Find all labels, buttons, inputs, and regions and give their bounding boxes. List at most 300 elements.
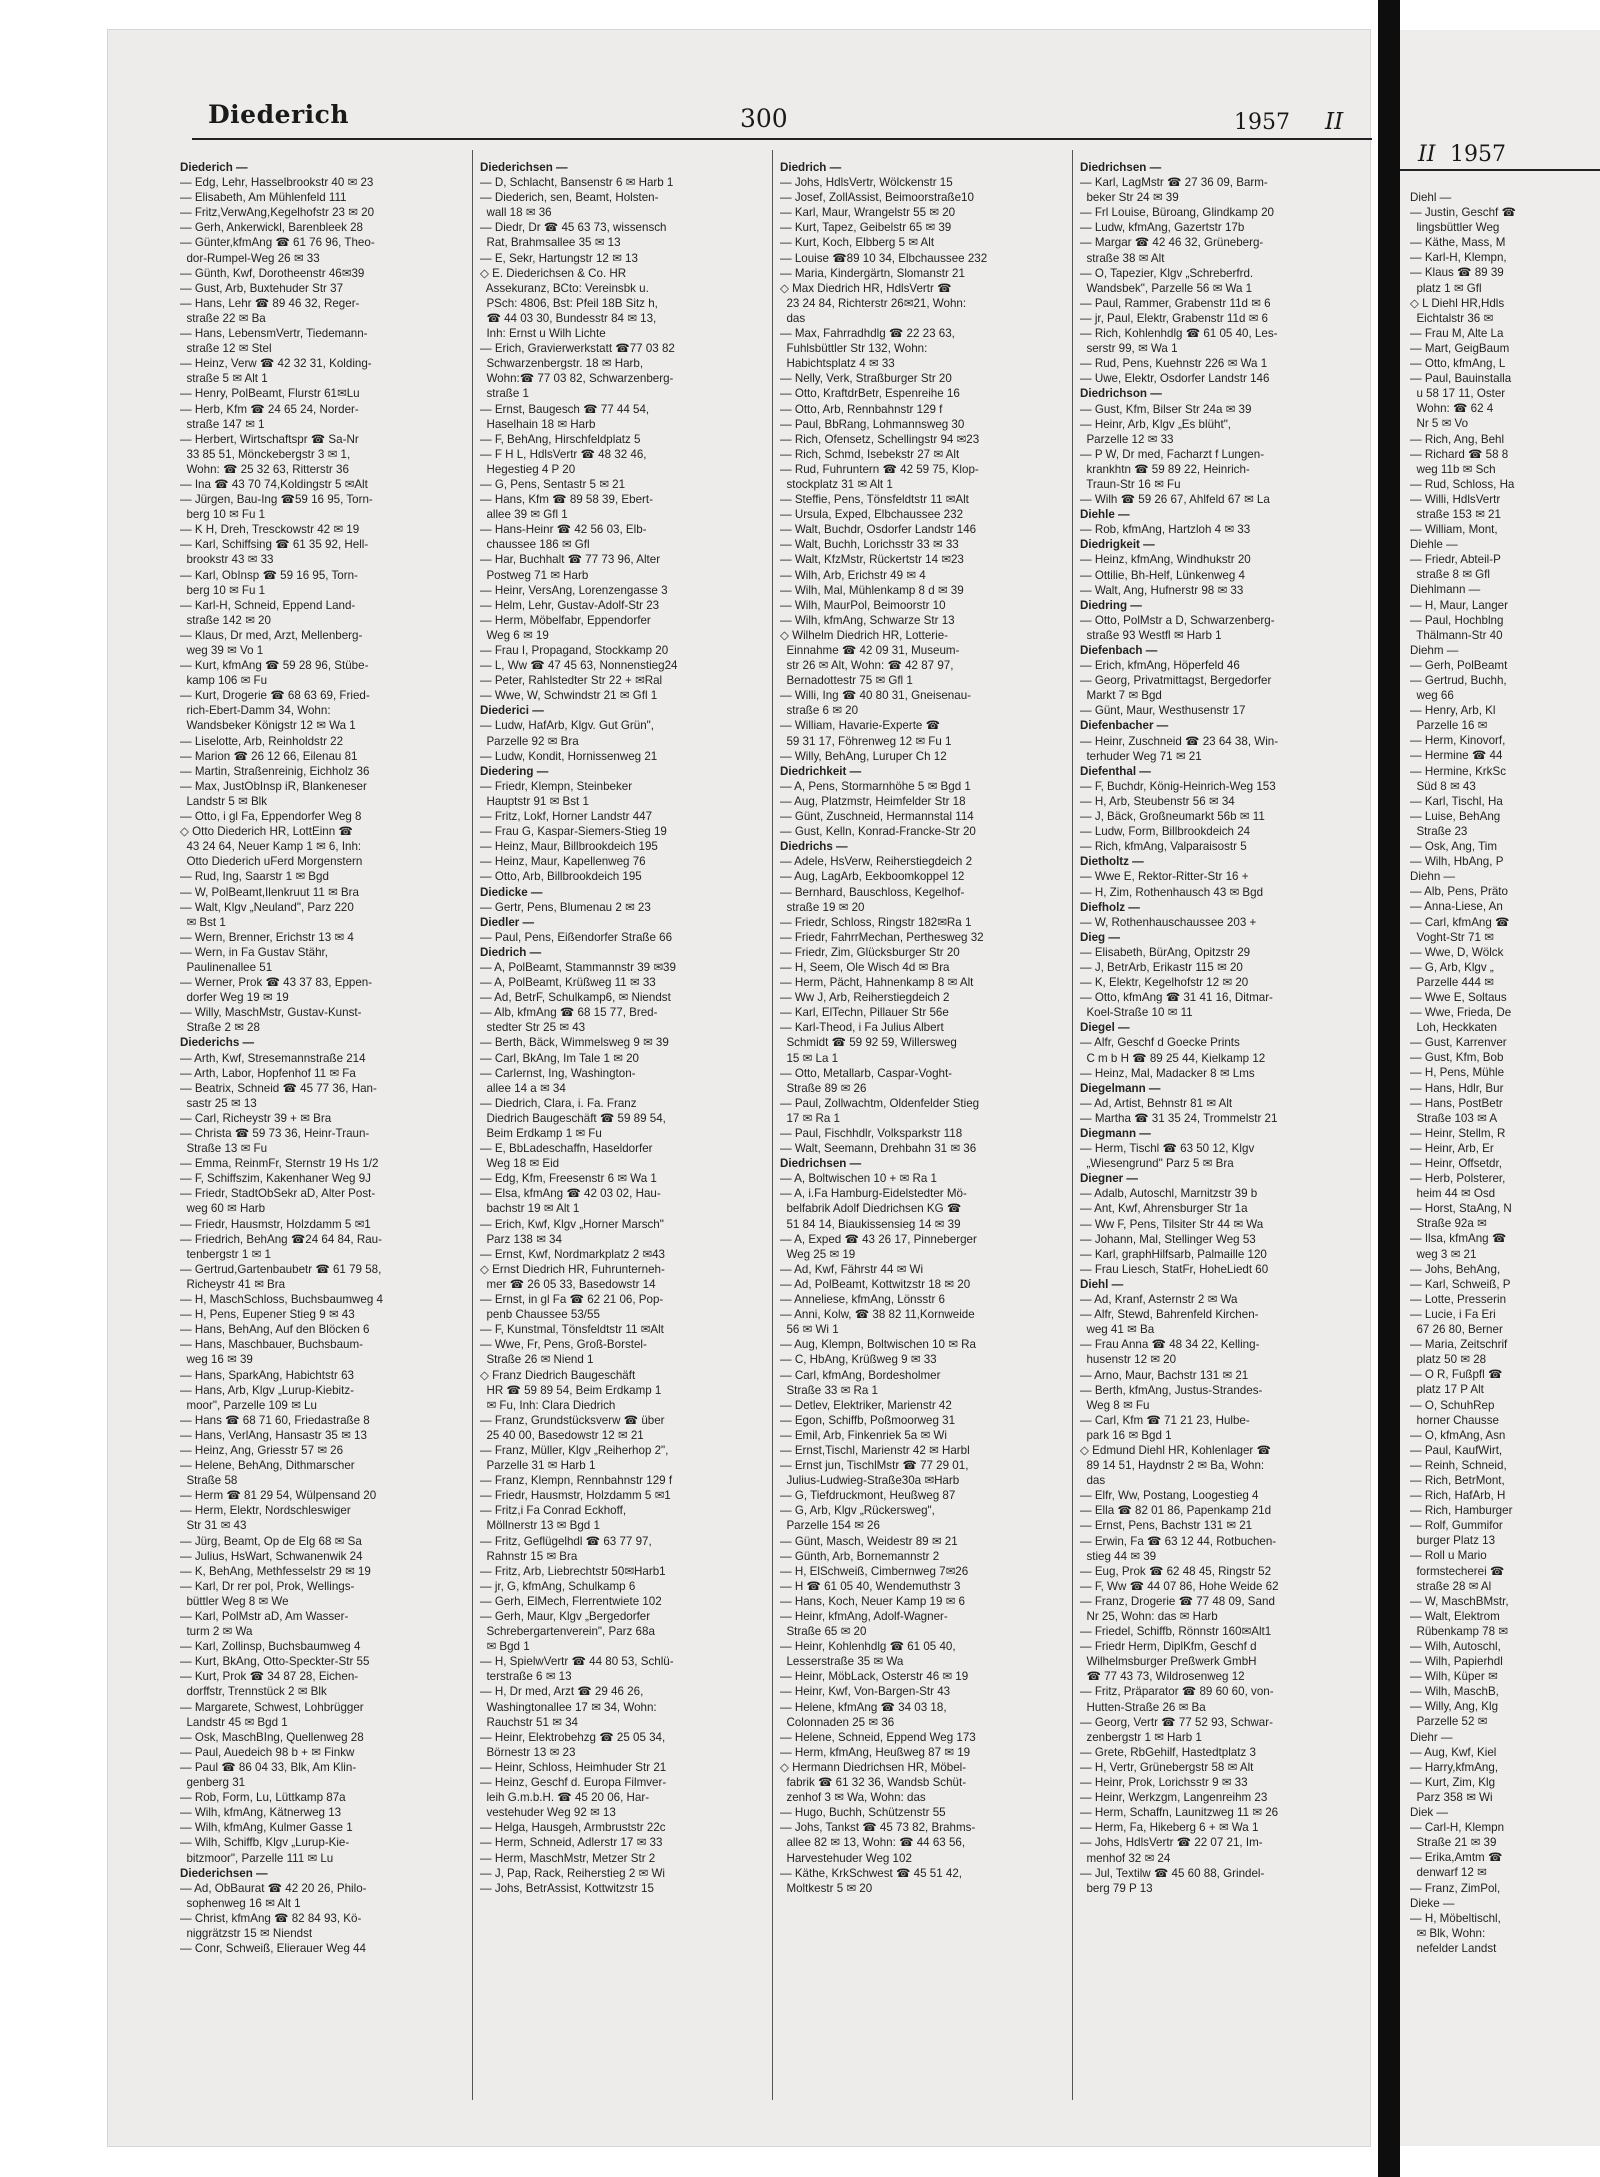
- firm-entry-line: ◇ Hermann Diedrichsen HR, Möbel-: [780, 1760, 967, 1774]
- directory-entry-line: — J, BetrArb, Erikastr 115 ✉ 20: [1080, 960, 1243, 974]
- running-head-year: 1957: [1234, 110, 1290, 135]
- running-head-section: II: [1325, 109, 1344, 135]
- firm-entry-line: ◇ L Diehl HR,Hdls: [1410, 296, 1505, 310]
- surname-heading: Diedler —: [480, 915, 535, 929]
- directory-entry-line: — Friedr, Abteil-P: [1410, 553, 1501, 567]
- directory-entry-line: Rübenkamp 78 ✉: [1410, 1624, 1509, 1638]
- directory-entry-line: Parz 358 ✉ Wi: [1410, 1790, 1493, 1804]
- directory-entry-line: — Heinr, Prok, Lorichsstr 9 ✉ 33: [1080, 1776, 1248, 1790]
- directory-entry-line: Weg 18 ✉ Eid: [480, 1157, 560, 1171]
- directory-entry-line: lingsbüttler Weg: [1410, 221, 1500, 235]
- directory-entry-line: — Hugo, Buchh, Schützenstr 55: [780, 1806, 946, 1820]
- directory-entry-line: — Gertrud, Buchh,: [1410, 674, 1507, 687]
- directory-entry-line: weg 11b ✉ Sch: [1410, 462, 1496, 476]
- directory-entry-line: Parzelle 92 ✉ Bra: [480, 734, 579, 748]
- firm-entry-line: ◇ Wilhelm Diedrich HR, Lotterie-: [780, 628, 949, 642]
- directory-entry-line: — Franz, ZimPol,: [1410, 1881, 1501, 1895]
- directory-entry-line: — Heinr, Arb, Er: [1410, 1141, 1494, 1155]
- directory-entry-line: — H, Maur, Langer: [1410, 598, 1508, 612]
- directory-entry-line: — Fritz, Arb, Liebrechtstr 50✉Harb1: [480, 1564, 666, 1578]
- directory-entry-line: — Emil, Arb, Finkenriek 5a ✉ Wi: [780, 1428, 947, 1442]
- directory-entry-line: — Luise, BehAng: [1410, 809, 1501, 823]
- right-header-rule: [1400, 169, 1600, 171]
- directory-entry-line: — E, Sekr, Hartungstr 12 ✉ 13: [480, 251, 638, 265]
- directory-entry-line: — Carl, kfmAng, Bordesholmer: [780, 1368, 941, 1382]
- directory-entry-line: — Maria, Zeitschrif: [1410, 1338, 1508, 1352]
- directory-entry-line: — Ad, Kwf, Fährstr 44 ✉ Wi: [780, 1262, 924, 1276]
- directory-entry-line: — Walt, KfzMstr, Rückertstr 14 ✉23: [780, 553, 964, 567]
- directory-entry-line: — Friedrich, BehAng ☎24 64 84, Rau-: [180, 1232, 382, 1246]
- directory-entry-line: — Paul, Fischhdlr, Volksparkstr 118: [780, 1127, 963, 1140]
- directory-entry-line: Straße 58: [180, 1474, 238, 1488]
- directory-entry-line: — Günth, Arb, Bornemannstr 2: [780, 1549, 940, 1563]
- directory-entry-line: — F, Ww ☎ 44 07 86, Hohe Weide 62: [1080, 1579, 1279, 1593]
- directory-entry-line: — J, Bäck, Großneumarkt 56b ✉ 11: [1080, 810, 1265, 824]
- directory-entry-line: ☎ 77 43 73, Wildrosenweg 12: [1080, 1670, 1245, 1684]
- surname-heading: Diegner —: [1080, 1172, 1138, 1186]
- directory-entry-line: niggrätzstr 15 ✉ Niendst: [180, 1926, 313, 1940]
- directory-entry-line: Rat, Brahmsallee 35 ✉ 13: [480, 236, 621, 250]
- directory-entry-line: berg 10 ✉ Fu 1: [180, 508, 266, 522]
- directory-entry-line: — Har, Buchhalt ☎ 77 73 96, Alter: [480, 553, 661, 567]
- directory-entry-line: — Karl, Tischl, Ha: [1410, 794, 1503, 808]
- directory-entry-line: „Wiesengrund" Parz 5 ✉ Bra: [1080, 1157, 1234, 1171]
- directory-entry-line: straße 6 ✉ 20: [780, 704, 859, 718]
- directory-column-2: [480, 160, 762, 1896]
- directory-entry-line: — Ad, Artist, Behnstr 81 ✉ Alt: [1080, 1096, 1233, 1110]
- directory-entry-line: — Herb, Polsterer,: [1410, 1172, 1506, 1186]
- directory-entry-line: Paulinenallee 51: [180, 960, 273, 974]
- directory-entry-line: Haselhain 18 ✉ Harb: [480, 417, 596, 431]
- surname-heading: Dieg —: [1080, 930, 1120, 944]
- directory-entry-line: weg 66: [1410, 689, 1454, 703]
- directory-entry-line: — Wwe E, Soltaus: [1410, 990, 1507, 1004]
- directory-entry-line: — Wilh, MaschB,: [1410, 1685, 1499, 1699]
- directory-entry-line: — Frau M, Alte La: [1410, 326, 1504, 340]
- surname-heading: Diedering —: [480, 764, 549, 778]
- directory-entry-line: — Frau G, Kaspar-Siemers-Stieg 19: [480, 825, 667, 839]
- directory-entry-line: — Max, JustObInsp iR, Blankeneser: [180, 779, 367, 793]
- directory-entry-line: — G, Arb, Klgv „: [1410, 960, 1494, 974]
- directory-entry-line: — Berth, Bäck, Wimmelsweg 9 ✉ 39: [480, 1036, 669, 1050]
- directory-entry-line: straße 22 ✉ Ba: [180, 311, 266, 325]
- directory-entry-line: 25 40 00, Basedowstr 12 ✉ 21: [480, 1428, 644, 1442]
- directory-entry-line: nefelder Landst: [1410, 1941, 1497, 1955]
- directory-entry-line: — Friedr, Schloss, Ringstr 182✉Ra 1: [780, 915, 972, 929]
- directory-entry-line: — Paul, Bauinstalla: [1410, 372, 1512, 386]
- surname-heading: Diedrich —: [480, 945, 542, 959]
- directory-entry-line: — H, Arb, Steubenstr 56 ✉ 34: [1080, 794, 1235, 808]
- directory-entry-line: — Rud, Ing, Saarstr 1 ✉ Bgd: [180, 870, 329, 884]
- directory-entry-line: turm 2 ✉ Wa: [180, 1625, 253, 1639]
- directory-entry-line: — Ludw, kfmAng, Gazertstr 17b: [1080, 221, 1245, 235]
- directory-entry-line: — A, PolBeamt, Stammannstr 39 ✉39: [480, 960, 676, 974]
- directory-entry-line: — Wilh, Mal, Mühlenkamp 8 d ✉ 39: [780, 583, 964, 597]
- directory-entry-line: — Herm, Fa, Hikeberg 6 + ✉ Wa 1: [1080, 1821, 1259, 1835]
- directory-entry-line: — Heinr, Offsetdr,: [1410, 1157, 1502, 1170]
- directory-entry-line: u 58 17 11, Oster: [1410, 387, 1506, 401]
- directory-entry-line: — Wwe, Frieda, De: [1410, 1006, 1512, 1020]
- directory-entry-line: — Otto, KraftdrBetr, Espenreihe 16: [780, 387, 960, 401]
- directory-entry-line: — Frau I, Propagand, Stockkamp 20: [480, 644, 669, 657]
- directory-entry-line: — Harry,kfmAng,: [1410, 1760, 1499, 1774]
- directory-entry-line: — W, MaschBMstr,: [1410, 1594, 1509, 1608]
- directory-entry-line: — Wilh, HbAng, P: [1410, 855, 1504, 869]
- directory-entry-line: — Rud, Schloss, Ha: [1410, 477, 1515, 491]
- directory-entry-line: 51 84 14, Biaukissensieg 14 ✉ 39: [780, 1217, 961, 1231]
- directory-entry-line: — H, ElSchweiß, Cimbernweg 7✉26: [780, 1564, 969, 1578]
- directory-entry-line: — Hans, Lehr ☎ 89 46 32, Reger-: [180, 296, 360, 310]
- directory-entry-line: — Günt, Maur, Westhusenstr 17: [1080, 704, 1246, 718]
- directory-entry-line: — Franz, Drogerie ☎ 77 48 09, Sand: [1080, 1594, 1275, 1608]
- directory-column-1: [180, 160, 462, 1956]
- directory-column-4: [1080, 160, 1362, 1896]
- directory-entry-line: — Fritz, Lokf, Horner Landstr 447: [480, 810, 653, 824]
- directory-entry-line: Str 31 ✉ 43: [180, 1519, 247, 1533]
- directory-entry-line: Straße 21 ✉ 39: [1410, 1836, 1497, 1850]
- directory-entry-line: platz 17 P Alt: [1410, 1383, 1484, 1397]
- directory-entry-line: — Herbert, Wirtschaftspr ☎ Sa-Nr: [180, 432, 359, 446]
- directory-entry-line: Nr 5 ✉ Vo: [1410, 417, 1469, 431]
- directory-entry-line: das: [780, 311, 806, 325]
- directory-entry-line: ☎ 44 03 30, Bundesstr 84 ✉ 13,: [480, 311, 657, 325]
- firm-entry-line: ◇ Ernst Diedrich HR, Fuhrunterneh-: [480, 1262, 665, 1276]
- directory-entry-line: — William, Havarie-Experte ☎: [780, 719, 941, 733]
- directory-entry-line: straße 147 ✉ 1: [180, 417, 265, 431]
- directory-entry-line: — Gerh, PolBeamt: [1410, 658, 1508, 672]
- directory-entry-line: — Wwe, W, Schwindstr 21 ✉ Gfl 1: [480, 689, 658, 703]
- directory-entry-line: Parzelle 31 ✉ Harb 1: [480, 1459, 596, 1473]
- directory-entry-line: — Heinr, Arb, Klgv „Es blüht",: [1080, 417, 1232, 431]
- directory-entry-line: — Rich, Kohlenhdlg ☎ 61 05 40, Les-: [1080, 327, 1278, 341]
- directory-entry-line: — Herb, Kfm ☎ 24 65 24, Norder-: [180, 402, 359, 416]
- directory-entry-line: — Margarete, Schwest, Lohbrügger: [180, 1700, 364, 1714]
- directory-entry-line: Julius-Ludwieg-Straße30a ✉Harb: [780, 1474, 960, 1488]
- surname-heading: Diehn —: [1410, 870, 1456, 884]
- directory-entry-line: — Friedr, Hausmstr, Holzdamm 5 ✉1: [180, 1217, 371, 1231]
- directory-entry-line: — Heinr, Werkzgm, Langenreihm 23: [1080, 1791, 1268, 1805]
- page-number: 300: [740, 104, 788, 133]
- directory-entry-line: — Horst, StaAng, N: [1410, 1202, 1512, 1216]
- directory-entry-line: — H, Seem, Ole Wisch 4d ✉ Bra: [780, 960, 950, 974]
- directory-entry-line: str 26 ✉ Alt, Wohn: ☎ 42 87 97,: [780, 659, 954, 673]
- directory-entry-line: — Johs, HdlsVertr ☎ 22 07 21, Im-: [1080, 1836, 1263, 1850]
- directory-entry-line: terhuder Weg 71 ✉ 21: [1080, 749, 1202, 763]
- directory-entry-line: — Gertrud,Gartenbaubetr ☎ 61 79 58,: [180, 1262, 382, 1276]
- directory-entry-line: Straße 92a ✉: [1410, 1217, 1487, 1231]
- directory-entry-line: — Ludw, Kondit, Hornissenweg 21: [480, 749, 658, 763]
- directory-entry-line: denwarf 12 ✉: [1410, 1866, 1487, 1880]
- directory-entry-line: platz 50 ✉ 28: [1410, 1353, 1487, 1367]
- directory-entry-line: dorfer Weg 19 ✉ 19: [180, 991, 289, 1005]
- surname-heading: Diedring —: [1080, 598, 1142, 612]
- directory-entry-line: — F, Kunstmal, Tönsfeldtstr 11 ✉Alt: [480, 1323, 664, 1337]
- directory-entry-line: — Lucie, i Fa Eri: [1410, 1307, 1496, 1321]
- directory-entry-line: — W, PolBeamt,Ilenkruut 11 ✉ Bra: [180, 885, 359, 899]
- directory-entry-line: — Diedr, Dr ☎ 45 63 73, wissensch: [480, 221, 667, 235]
- surname-heading: Diedrichsen —: [1080, 161, 1162, 174]
- directory-entry-line: — Paul, Pens, Eißendorfer Straße 66: [480, 930, 673, 944]
- directory-entry-line: das: [1080, 1474, 1106, 1488]
- directory-entry-line: weg 41 ✉ Ba: [1080, 1323, 1155, 1337]
- directory-entry-line: — Hermine, KrkSc: [1410, 764, 1506, 778]
- directory-entry-line: — Jul, Textilw ☎ 45 60 88, Grindel-: [1080, 1866, 1265, 1880]
- directory-entry-line: — Arth, Labor, Hopfenhof 11 ✉ Fa: [180, 1066, 356, 1080]
- directory-entry-line: weg 16 ✉ 39: [180, 1353, 253, 1367]
- directory-entry-line: Straße 2 ✉ 28: [180, 1021, 260, 1035]
- directory-entry-line: — Lotte, Presserin: [1410, 1292, 1507, 1306]
- directory-entry-line: — Hans, LebensmVertr, Tiedemann-: [180, 327, 368, 341]
- directory-entry-line: Hegestieg 4 P 20: [480, 462, 576, 476]
- directory-entry-line: — Fritz, Präparator ☎ 89 60 60, von-: [1080, 1685, 1274, 1699]
- directory-entry-line: — Ad, PolBeamt, Kottwitzstr 18 ✉ 20: [780, 1277, 971, 1291]
- directory-entry-line: — Hans, Hdlr, Bur: [1410, 1081, 1504, 1095]
- directory-entry-line: Straße 89 ✉ 26: [780, 1081, 867, 1095]
- directory-entry-line: — L, Ww ☎ 47 45 63, Nonnenstieg24: [480, 659, 678, 673]
- directory-entry-line: Moltkestr 5 ✉ 20: [780, 1881, 873, 1895]
- directory-entry-line: — Martha ☎ 31 35 24, Trommelstr 21: [1080, 1111, 1278, 1125]
- directory-entry-line: — Diedrich, Clara, i. Fa. Franz: [480, 1096, 637, 1110]
- directory-entry-line: — Elfr, Ww, Postang, Loogestieg 4: [1080, 1489, 1259, 1503]
- directory-entry-line: — H, Pens, Mühle: [1410, 1066, 1505, 1080]
- directory-entry-line: — Conr, Schweiß, Elierauer Weg 44: [180, 1942, 367, 1956]
- directory-entry-line: — Otto, PolMstr a D, Schwarzenberg-: [1080, 613, 1275, 627]
- directory-entry-line: — Rolf, Gummifor: [1410, 1519, 1503, 1533]
- directory-entry-line: — Paul, Rammer, Grabenstr 11d ✉ 6: [1080, 296, 1271, 310]
- surname-heading: Diegelmann —: [1080, 1081, 1161, 1095]
- directory-entry-line: vestehuder Weg 92 ✉ 13: [480, 1806, 616, 1820]
- directory-entry-line: 67 26 80, Berner: [1410, 1323, 1503, 1337]
- directory-entry-line: — Edg, Kfm, Freesenstr 6 ✉ Wa 1: [480, 1172, 657, 1186]
- directory-entry-line: burger Platz 13: [1410, 1534, 1496, 1548]
- directory-entry-line: stieg 44 ✉ 39: [1080, 1549, 1157, 1563]
- directory-entry-line: — Karl-H, Schneid, Eppend Land-: [180, 598, 356, 612]
- directory-entry-line: — Gertr, Pens, Blumenau 2 ✉ 23: [480, 900, 651, 914]
- directory-entry-line: — Karl, LagMstr ☎ 27 36 09, Barm-: [1080, 176, 1268, 190]
- directory-entry-line: — Uwe, Elektr, Osdorfer Landstr 146: [1080, 372, 1270, 386]
- directory-entry-line: Eichtalstr 36 ✉: [1410, 311, 1494, 325]
- directory-entry-line: HR ☎ 59 89 54, Beim Erdkamp 1: [480, 1383, 662, 1397]
- directory-entry-line: — Ww F, Pens, Tilsiter Str 44 ✉ Wa: [1080, 1217, 1264, 1231]
- directory-entry-line: — Wilh, Schiffb, Klgv „Lurup-Kie-: [180, 1836, 350, 1850]
- directory-entry-line: — Friedr, Klempn, Steinbeker: [480, 779, 633, 793]
- directory-entry-line: — Walt, Buchdr, Osdorfer Landstr 146: [780, 523, 977, 537]
- directory-entry-line: — Emma, ReinmFr, Sternstr 19 Hs 1/2: [180, 1157, 379, 1171]
- directory-entry-line: — Ernst,Tischl, Marienstr 42 ✉ Harbl: [780, 1443, 970, 1457]
- directory-entry-line: Schmidt ☎ 59 92 59, Willersweg: [780, 1036, 957, 1050]
- directory-entry-line: — Carl, Kfm ☎ 71 21 23, Hulbe-: [1080, 1413, 1250, 1427]
- directory-entry-line: — Gust, Kfm, Bob: [1410, 1051, 1504, 1065]
- directory-entry-line: — Erwin, Fa ☎ 63 12 44, Rotbuchen-: [1080, 1534, 1277, 1548]
- directory-entry-line: — Heinr, Schloss, Heimhuder Str 21: [480, 1760, 667, 1774]
- directory-entry-line: Loh, Heckkaten: [1410, 1021, 1498, 1035]
- directory-entry-line: dor-Rumpel-Weg 26 ✉ 33: [180, 251, 320, 265]
- directory-entry-line: 23 24 84, Richterstr 26✉21, Wohn:: [780, 296, 967, 310]
- directory-entry-line: wall 18 ✉ 36: [480, 206, 552, 220]
- directory-entry-line: — Otto, Arb, Billbrookdeich 195: [480, 870, 642, 884]
- directory-entry-line: — Gerh, Maur, Klgv „Bergedorfer: [480, 1610, 651, 1623]
- directory-entry-line: — Helga, Hausgeh, Armbruststr 22c: [480, 1821, 666, 1835]
- directory-entry-line: — Otto, Metallarb, Caspar-Voght-: [780, 1066, 953, 1080]
- directory-entry-line: 17 ✉ Ra 1: [780, 1111, 840, 1125]
- directory-entry-line: — Ernst, Pens, Bachstr 131 ✉ 21: [1080, 1519, 1253, 1533]
- directory-entry-line: — Karl-Theod, i Fa Julius Albert: [780, 1021, 944, 1035]
- right-directory-column: [1410, 190, 1600, 1956]
- directory-entry-line: — Josef, ZollAssist, Beimoorstraße10: [780, 191, 974, 205]
- surname-heading: Diedrigkeit —: [1080, 538, 1155, 552]
- directory-entry-line: — Heinz, kfmAng, Windhukstr 20: [1080, 553, 1251, 567]
- surname-heading: Diederichsen —: [480, 161, 568, 174]
- directory-entry-line: — Hans, Arb, Klgv „Lurup-Kiebitz-: [180, 1383, 354, 1397]
- directory-entry-line: — Julius, HsWart, Schwanenwik 24: [180, 1549, 363, 1563]
- directory-entry-line: 89 14 51, Haydnstr 2 ✉ Ba, Wohn:: [1080, 1459, 1265, 1473]
- directory-entry-line: Landstr 5 ✉ Blk: [180, 794, 268, 808]
- surname-heading: Diehm —: [1410, 643, 1459, 657]
- directory-entry-line: — Detlev, Elektriker, Marienstr 42: [780, 1398, 952, 1412]
- directory-entry-line: — Ilsa, kfmAng ☎: [1410, 1232, 1507, 1246]
- directory-entry-line: tenbergstr 1 ✉ 1: [180, 1247, 271, 1261]
- directory-entry-line: Schwarzenbergstr. 18 ✉ Harb,: [480, 357, 644, 371]
- directory-entry-line: — H, Pens, Eupener Stieg 9 ✉ 43: [180, 1308, 355, 1322]
- directory-entry-line: — Georg, Privatmittagst, Bergedorfer: [1080, 674, 1272, 688]
- directory-entry-line: genberg 31: [180, 1776, 246, 1790]
- surname-heading: Diefenthal —: [1080, 764, 1151, 778]
- directory-entry-line: krankhtn ☎ 59 89 22, Heinrich-: [1080, 462, 1250, 476]
- directory-entry-line: — Ella ☎ 82 01 86, Papenkamp 21d: [1080, 1504, 1272, 1518]
- directory-entry-line: — Kurt, Zim, Klg: [1410, 1775, 1496, 1789]
- directory-entry-line: — H, Zim, Rothenhausch 43 ✉ Bgd: [1080, 885, 1264, 899]
- directory-entry-line: — Alfr, Stewd, Bahrenfeld Kirchen-: [1080, 1308, 1259, 1322]
- directory-entry-line: — C, HbAng, Krüßweg 9 ✉ 33: [780, 1353, 937, 1367]
- directory-entry-line: — Ludw, HafArb, Klgv. Gut Grün",: [480, 719, 655, 733]
- directory-entry-line: — Erich, kfmAng, Höperfeld 46: [1080, 659, 1240, 673]
- directory-entry-line: — Heinr, kfmAng, Adolf-Wagner-: [780, 1610, 948, 1623]
- surname-heading: Diederichs —: [180, 1036, 255, 1050]
- directory-entry-line: — Herm, MaschMstr, Metzer Str 2: [480, 1851, 656, 1865]
- directory-entry-line: — Ww J, Arb, Reiherstiegdeich 2: [780, 991, 950, 1005]
- directory-entry-line: — Wilh, Autoschl,: [1410, 1640, 1501, 1653]
- directory-entry-line: — E, BbLadeschaffn, Haseldorfer: [480, 1142, 653, 1156]
- directory-entry-line: — Rich, BetrMont,: [1410, 1473, 1505, 1487]
- directory-entry-line: — Egon, Schiffb, Poßmoorweg 31: [780, 1413, 956, 1427]
- directory-entry-line: — Herm, Elektr, Nordschleswiger: [180, 1504, 351, 1518]
- directory-entry-line: — Karl, Maur, Wrangelstr 55 ✉ 20: [780, 206, 956, 220]
- directory-entry-line: — Christa ☎ 59 73 36, Heinr-Traun-: [180, 1127, 370, 1140]
- directory-entry-line: menhof 32 ✉ 24: [1080, 1851, 1171, 1865]
- directory-entry-line: Wohn:☎ 77 03 82, Schwarzenberg-: [480, 372, 674, 386]
- directory-entry-line: — Klaus, Dr med, Arzt, Mellenberg-: [180, 628, 363, 642]
- directory-entry-line: — Ernst, Baugesch ☎ 77 44 54,: [480, 402, 650, 416]
- directory-entry-line: — Kurt, kfmAng ☎ 59 28 96, Stübe-: [180, 659, 369, 673]
- directory-entry-line: — Walt, Buchh, Lorichsstr 33 ✉ 33: [780, 538, 959, 552]
- directory-entry-line: Habichtsplatz 4 ✉ 33: [780, 357, 895, 371]
- directory-entry-line: — Osk, Ang, Tim: [1410, 840, 1497, 854]
- directory-entry-line: — Frau Liesch, StatFr, HoheLiedt 60: [1080, 1262, 1269, 1276]
- directory-entry-line: — Franz, Müller, Klgv „Reiherhop 2",: [480, 1443, 669, 1457]
- directory-entry-line: Nr 25, Wohn: das ✉ Harb: [1080, 1610, 1218, 1623]
- directory-entry-line: — Herm, Schaffn, Launitzweg 11 ✉ 26: [1080, 1806, 1279, 1820]
- column-separator: [1072, 150, 1073, 2100]
- directory-entry-line: — jr, G, kfmAng, Schulkamp 6: [480, 1579, 636, 1593]
- directory-entry-line: — W, Rothenhauschaussee 203 +: [1080, 915, 1257, 929]
- directory-entry-line: — Carl, BkAng, Im Tale 1 ✉ 20: [480, 1051, 639, 1065]
- surname-heading: Dietholtz —: [1080, 855, 1144, 869]
- directory-entry-line: — Werner, Prok ☎ 43 37 83, Eppen-: [180, 976, 373, 990]
- directory-entry-line: — Hermine ☎ 44: [1410, 749, 1503, 763]
- directory-entry-line: — Heinz, Verw ☎ 42 32 31, Kolding-: [180, 357, 372, 371]
- directory-entry-line: — P W, Dr med, Facharzt f Lungen-: [1080, 447, 1265, 461]
- directory-entry-line: — Carl, Richeystr 39 + ✉ Bra: [180, 1111, 332, 1125]
- surname-heading: Diehlmann —: [1410, 583, 1481, 597]
- directory-entry-line: — O, SchuhRep: [1410, 1398, 1495, 1412]
- directory-entry-line: — Liselotte, Arb, Reinholdstr 22: [180, 734, 344, 748]
- directory-entry-line: Harvestehuder Weg 102: [780, 1851, 912, 1865]
- directory-entry-line: Börnestr 13 ✉ 23: [480, 1745, 576, 1759]
- directory-entry-line: Einnahme ☎ 42 09 31, Museum-: [780, 644, 960, 657]
- directory-entry-line: — Willi, Ing ☎ 40 80 31, Gneisenau-: [780, 689, 972, 703]
- directory-entry-line: Beim Erdkamp 1 ✉ Fu: [480, 1127, 602, 1140]
- directory-entry-line: — Alb, Pens, Präto: [1410, 885, 1508, 899]
- directory-entry-line: büttler Weg 8 ✉ We: [180, 1594, 289, 1608]
- directory-entry-line: weg 3 ✉ 21: [1410, 1247, 1477, 1261]
- directory-entry-line: zenhof 3 ✉ Wa, Wohn: das: [780, 1791, 926, 1805]
- directory-entry-line: Weg 8 ✉ Fu: [1080, 1398, 1150, 1412]
- directory-entry-line: Hauptstr 91 ✉ Bst 1: [480, 794, 589, 808]
- directory-entry-line: Wohn: ☎ 25 32 63, Ritterstr 36: [180, 462, 349, 476]
- directory-entry-line: — O, kfmAng, Asn: [1410, 1428, 1506, 1442]
- directory-entry-line: — Osk, MaschBIng, Quellenweg 28: [180, 1730, 364, 1744]
- directory-entry-line: sophenweg 16 ✉ Alt 1: [180, 1896, 301, 1910]
- directory-entry-line: — Käthe, KrkSchwest ☎ 45 51 42,: [780, 1866, 962, 1880]
- directory-entry-line: — Elisabeth, Am Mühlenfeld 111: [180, 191, 347, 205]
- directory-entry-line: — Karl, PolMstr aD, Am Wasser-: [180, 1610, 349, 1623]
- directory-entry-line: — Heinr, MöbLack, Osterstr 46 ✉ 19: [780, 1670, 969, 1684]
- directory-entry-line: — Elisabeth, BürAng, Opitzstr 29: [1080, 945, 1251, 959]
- directory-entry-line: — William, Mont,: [1410, 523, 1498, 537]
- directory-entry-line: — Ina ☎ 43 70 74,Koldingstr 5 ✉Alt: [180, 477, 368, 491]
- directory-entry-line: — Heinr, Kohlenhdlg ☎ 61 05 40,: [780, 1640, 956, 1654]
- directory-entry-line: — A, Exped ☎ 43 26 17, Pinneberger: [780, 1232, 977, 1246]
- directory-entry-line: Traun-Str 16 ✉ Fu: [1080, 477, 1181, 491]
- directory-entry-line: — Rob, Form, Lu, Lüttkamp 87a: [180, 1791, 346, 1805]
- directory-entry-line: — Reinh, Schneid,: [1410, 1458, 1507, 1472]
- directory-entry-line: — Ottilie, Bh-Helf, Lünkenweg 4: [1080, 568, 1245, 582]
- surname-heading: Diedrichkeit —: [780, 764, 862, 778]
- directory-entry-line: — Carlernst, Ing, Washington-: [480, 1066, 636, 1080]
- directory-entry-line: — Rich, Ang, Behl: [1410, 432, 1505, 446]
- directory-entry-line: Straße 103 ✉ A: [1410, 1111, 1498, 1125]
- directory-entry-line: — Bernhard, Bauschloss, Kegelhof-: [780, 885, 965, 899]
- firm-entry-line: ◇ Edmund Diehl HR, Kohlenlager ☎: [1080, 1443, 1271, 1457]
- directory-entry-line: — Friedr, Hausmstr, Holzdamm 5 ✉1: [480, 1489, 671, 1503]
- directory-entry-line: — Herm, Tischl ☎ 63 50 12, Klgv: [1080, 1142, 1255, 1156]
- directory-entry-line: — Otto, kfmAng, L: [1410, 357, 1506, 371]
- directory-entry-line: ✉ Fu, Inh: Clara Diedrich: [480, 1398, 616, 1412]
- directory-entry-line: kamp 106 ✉ Fu: [180, 674, 268, 688]
- directory-entry-line: — Herm, Möbelfabr, Eppendorfer: [480, 613, 651, 627]
- directory-entry-line: — Hans, Koch, Neuer Kamp 19 ✉ 6: [780, 1594, 965, 1608]
- directory-entry-line: — Gust, Kfm, Bilser Str 24a ✉ 39: [1080, 402, 1252, 416]
- directory-entry-line: berg 79 P 13: [1080, 1881, 1153, 1895]
- directory-entry-line: — Käthe, Mass, M: [1410, 236, 1506, 250]
- directory-entry-line: bitzmoor", Parzelle 111 ✉ Lu: [180, 1851, 334, 1865]
- directory-entry-line: — Ad, BetrF, Schulkamp6, ✉ Niendst: [480, 991, 671, 1005]
- directory-entry-line: — H, SpielwVertr ☎ 44 80 53, Schlü-: [480, 1655, 674, 1669]
- surname-heading: Diehle —: [1080, 508, 1130, 522]
- directory-entry-line: — Wilh, kfmAng, Schwarze Str 13: [780, 613, 955, 627]
- directory-entry-line: Colonnaden 25 ✉ 36: [780, 1715, 895, 1729]
- directory-entry-line: — Ad, ObBaurat ☎ 42 20 26, Philo-: [180, 1881, 367, 1895]
